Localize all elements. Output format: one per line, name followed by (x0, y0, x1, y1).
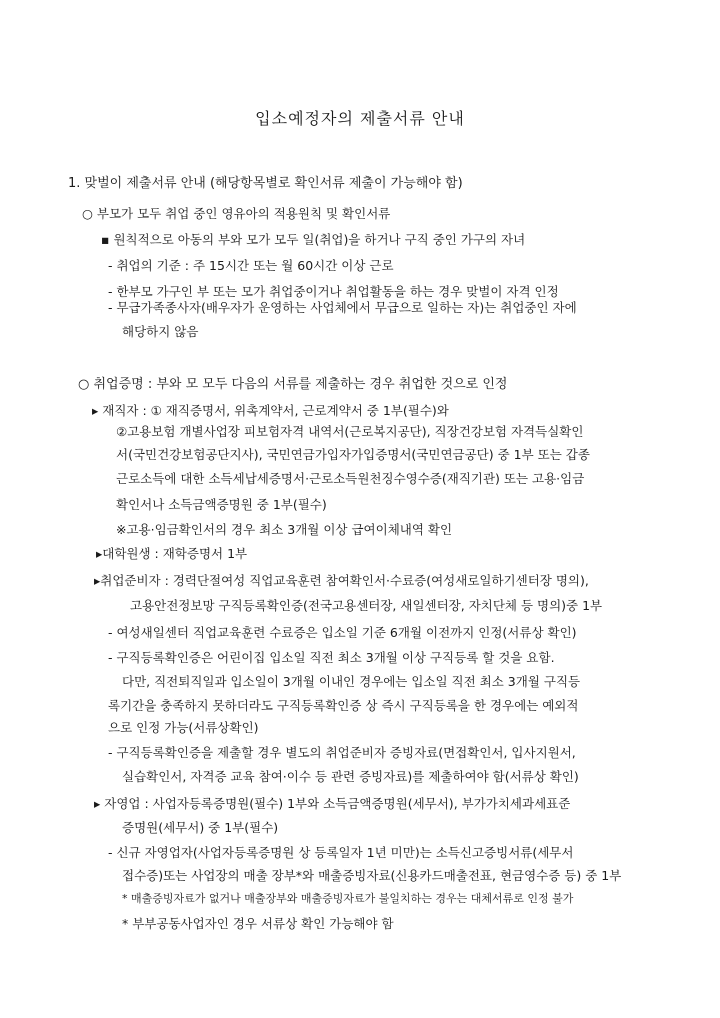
criteria-line: - 한부모 가구인 부 또는 모가 취업중이거나 취업활동을 하는 경우 맞벌이 자격 인정 (108, 284, 559, 299)
self-employed-line: 접수증)또는 사업장의 매출 장부*와 매출증빙자료(신용카드매출전표, 현금영수증 등) 중 1부 (122, 868, 622, 883)
self-employed-line: - 신규 자영업자(사업자등록증명원 상 등록일자 1년 미만)는 소득신고증빙서류(세무서 (108, 845, 574, 860)
employee-line: ②고용보험 개별사업장 피보험자격 내역서(근로복지공단), 직장건강보험 자격득실확인 (116, 424, 584, 439)
employee-line: 서(국민건강보험공단지사), 국민연금가입자가입증명서(국민연금공단) 중 1부 또는 갑종 (116, 447, 590, 462)
proof-heading: ○ 취업증명 : 부와 모 모두 다음의 서류를 제출하는 경우 취업한 것으로 인정 (78, 377, 508, 392)
employee-line: 근로소득에 대한 소득세납세증명서·근로소득원천징수영수증(재직기관) 또는 고용·임금 (116, 471, 585, 486)
student-line: ▸대학원생 : 재학증명서 1부 (96, 546, 248, 561)
jobseeker-line: ▸취업준비자 : 경력단절여성 직업교육훈련 참여확인서·수료증(여성새로일하기센터장 명의), (94, 573, 589, 588)
jobseeker-line: - 여성새일센터 직업교육훈련 수료증은 입소일 기준 6개월 이전까지 인정(서류상 확인) (108, 625, 577, 640)
principle-heading: ○ 부모가 모두 취업 중인 영유아의 적용원칙 및 확인서류 (82, 206, 391, 221)
self-employed-line: ▸ 자영업 : 사업자등록증명원(필수) 1부와 소득금액증명원(세무서), 부가가치세과세표준 (94, 796, 571, 811)
employee-line: ▸ 재직자 : ① 재직증명서, 위촉계약서, 근로계약서 중 1부(필수)와 (92, 403, 449, 418)
jobseeker-line: - 구직등록확인증은 어린이집 입소일 직전 최소 3개월 이상 구직등록 할 것을 요함. (108, 650, 555, 665)
employee-line: 확인서나 소득금액증명원 중 1부(필수) (116, 497, 327, 512)
page-title: 입소예정자의 제출서류 안내 (255, 109, 465, 128)
jobseeker-line: 실습확인서, 자격증 교육 참여·이수 등 관련 증빙자료)를 제출하여야 함(서류상 확인) (122, 769, 579, 784)
criteria-line: - 무급가족종사자(배우자가 운영하는 사업체에서 무급으로 일하는 자)는 취업중인 자에 (108, 300, 577, 315)
jobseeker-line: - 구직등록확인증을 제출할 경우 별도의 취업준비자 증빙자료(면접확인서, 입사지원서, (108, 745, 576, 760)
criteria-line: - 취업의 기준 : 주 15시간 또는 월 60시간 이상 근로 (108, 258, 394, 273)
employee-line: ※고용·임금확인서의 경우 최소 3개월 이상 급여이체내역 확인 (116, 522, 453, 537)
self-employed-line: * 매출증빙자료가 없거나 매출장부와 매출증빙자료가 불일치하는 경우는 대체서류로 인정 불가 (122, 892, 574, 905)
self-employed-line: 증명원(세무서) 중 1부(필수) (122, 820, 279, 835)
jobseeker-line: 록기간을 충족하지 못하더라도 구직등록확인증 상 즉시 구직등록을 한 경우에는 예외적 (108, 698, 579, 713)
jobseeker-line: 고용안전정보망 구직등록확인증(전국고용센터장, 새일센터장, 자치단체 등 명의)중 1부 (130, 598, 603, 613)
section1-heading: 1. 맞벌이 제출서류 안내 (해당항목별로 확인서류 제출이 가능해야 함) (68, 176, 463, 191)
jobseeker-line: 으로 인정 가능(서류상확인) (108, 720, 259, 735)
jobseeker-line: 다만, 직전퇴직일과 입소일이 3개월 이내인 경우에는 입소일 직전 최소 3개월 구직등 (122, 674, 581, 689)
principle-text: ▪ 원칙적으로 아동의 부와 모가 모두 일(취업)을 하거나 구직 중인 가구의 자녀 (101, 232, 526, 247)
self-employed-line: * 부부공동사업자인 경우 서류상 확인 가능해야 함 (122, 916, 394, 931)
criteria-line: 해당하지 않음 (122, 324, 199, 339)
